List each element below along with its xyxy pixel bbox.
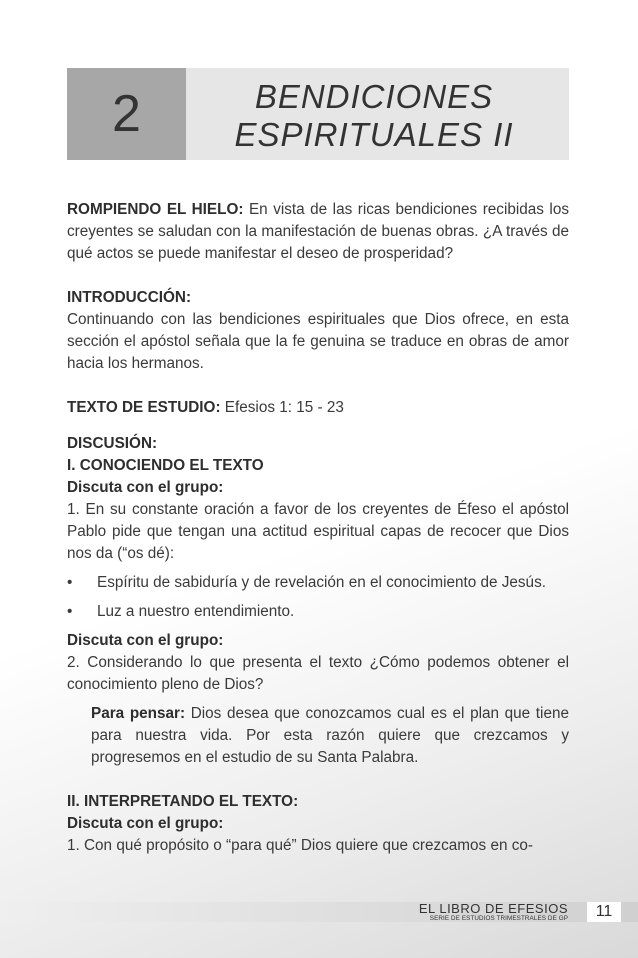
footer-subtitle: SERIE DE ESTUDIOS TRIMESTRALES DE GP [429,915,568,922]
study-text-line [67,397,569,419]
icebreaker-text: En vista de las ricas bendiciones recibidas los creyentes se saludan con la manifestación de buenas obras. ¿A través de qué actos se puede manifestar el deseo de prosperidad? [67,201,569,262]
study-text-reference: Efesios 1: 15 - 23 [220,399,344,416]
bullet-text: Luz a nuestro entendimiento. [97,603,295,620]
footer-title: EL LIBRO DE EFESIOS [418,901,568,916]
bullet-marker: • [67,574,73,591]
think-text: Dios desea que conozcamos cual es el plan que tiene para nuestra vida. Por esta razón quiere que crezcamos y progresemos en el estudio de su Santa Palabra. [91,705,569,766]
lesson-body [67,199,569,857]
think-label: Para pensar: [91,705,186,722]
chapter-title-line1: BENDICIONES [254,78,494,115]
bullet-item [67,572,569,594]
discuss-label: Discuta con el grupo: [67,479,224,496]
icebreaker-label: ROMPIENDO EL HIELO: [67,201,244,218]
bullet-text: Espíritu de sabiduría y de revelación en el conocimiento de Jesús. [97,574,546,591]
footer-book-title [419,902,568,923]
intro-heading: INTRODUCCIÓN: [67,289,192,306]
chapter-number: 2 [67,68,186,160]
page-number: 11 [587,902,621,922]
question-2: 2. Considerando lo que presenta el texto ¿Cómo podemos obtener el conocimiento pleno de Dios? [67,654,569,693]
bullet-marker: • [67,603,73,620]
bullet-item [67,601,569,623]
chapter-title-line2: ESPIRITUALES II [234,116,514,153]
chapter-title [209,78,539,154]
discuss-label: Discuta con el grupo: [67,815,224,832]
section1-title: I. CONOCIENDO EL TEXTO [67,457,264,474]
section2-title: II. INTERPRETANDO EL TEXTO: [67,793,299,810]
discussion-heading: DISCUSIÓN: [67,435,158,452]
discuss-label: Discuta con el grupo: [67,632,224,649]
chapter-header [67,68,569,160]
question-1: 1. En su constante oración a favor de los creyentes de Éfeso el apóstol Pablo pide que tengan una actitud espiritual capas de recocer que Dios nos da (“os dé): [67,501,569,562]
study-text-label: TEXTO DE ESTUDIO: [67,399,221,416]
icebreaker-paragraph [67,199,569,265]
think-paragraph [67,703,569,769]
intro-text: Continuando con las bendiciones espirituales que Dios ofrece, en esta sección el apóstol señala que la fe genuina se traduce en obras de amor hacia los hermanos. [67,311,569,372]
question-3: 1. Con qué propósito o “para qué” Dios quiere que crezcamos en co- [67,837,533,854]
